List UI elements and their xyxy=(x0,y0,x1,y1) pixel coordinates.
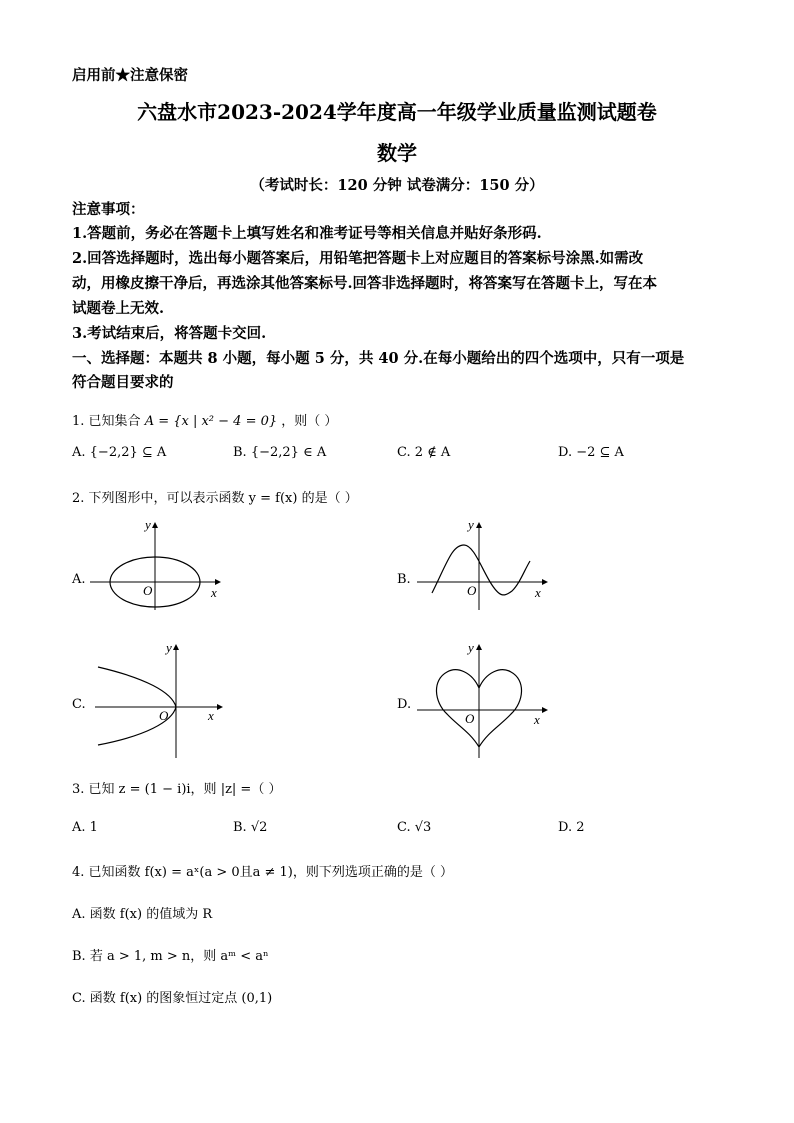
q1-stem xyxy=(72,410,337,429)
q4-stem: 4. 已知函数 f(x) = aˣ(a > 0且a ≠ 1)，则下列选项正确的是（ ） xyxy=(72,865,454,880)
notice-item-3: 3.考试结束后，将答题卡交回. xyxy=(72,325,267,342)
y-axis-label: y xyxy=(468,640,474,655)
origin-label: O xyxy=(467,583,477,598)
q1-option-d: D. −2 ⊆ A xyxy=(558,445,624,460)
q3-option-d: D. 2 xyxy=(558,820,585,835)
notice-item-2-line2: 动，用橡皮擦干净后，再选涂其他答案标号.回答非选择题时，将答案写在答题卡上，写在本 xyxy=(72,275,658,292)
subject-title: 数学 xyxy=(377,141,417,165)
q2-option-c-label: C. xyxy=(72,697,86,712)
q1-suffix: ，则（ ） xyxy=(281,414,338,429)
q1-option-b: B. {−2,2} ∈ A xyxy=(233,445,327,460)
q2-graph-a xyxy=(85,515,235,615)
section1-line2: 符合题目要求的 xyxy=(72,374,174,391)
origin-label: O xyxy=(159,708,169,723)
q4-option-c: C. 函数 f(x) 的图象恒过定点 (0,1) xyxy=(72,991,273,1006)
q3-option-a: A. 1 xyxy=(72,820,98,835)
wave-curve xyxy=(432,545,530,595)
q2-option-a-label: A. xyxy=(72,572,86,587)
y-axis-label: y xyxy=(166,640,172,655)
notice-item-2-line3: 试题卷上无效. xyxy=(72,300,165,317)
origin-label: O xyxy=(143,583,153,598)
exam-title: 六盘水市2023-2024学年度高一年级学业质量监测试题卷 xyxy=(137,100,657,124)
origin-label: O xyxy=(465,711,475,726)
notice-heading: 注意事项： xyxy=(72,201,145,218)
q2-option-d-label: D. xyxy=(397,697,412,712)
x-axis-label: x xyxy=(211,585,217,600)
x-axis-label: x xyxy=(534,712,540,727)
q1-set: A = {x | x² − 4 = 0} xyxy=(144,414,278,429)
q2-stem: 2. 下列图形中，可以表示函数 y = f(x) 的是（ ） xyxy=(72,491,358,506)
q1-option-a: A. {−2,2} ⊆ A xyxy=(72,445,167,460)
y-axis-label: y xyxy=(145,517,151,532)
y-axis-label: y xyxy=(468,517,474,532)
q4-option-a: A. 函数 f(x) 的值域为 R xyxy=(72,907,213,922)
q2-graph-d xyxy=(412,640,562,765)
notice-item-2-line1: 2.回答选择题时，选出每小题答案后，用铅笔把答题卡上对应题目的答案标号涂黑.如需改 xyxy=(72,250,644,267)
secret-note: 启用前★注意保密 xyxy=(72,67,188,84)
x-axis-label: x xyxy=(208,708,214,723)
section1-line1: 一、选择题：本题共 8 小题，每小题 5 分，共 40 分.在每小题给出的四个选项中，只有一项是 xyxy=(72,350,685,367)
q2-graph-c xyxy=(90,640,240,765)
x-axis-label: x xyxy=(535,585,541,600)
exam-info: （考试时长：120 分钟 试卷满分：150 分） xyxy=(250,177,544,194)
q2-option-b-label: B. xyxy=(397,572,411,587)
q4-option-b: B. 若 a > 1, m > n，则 aᵐ < aⁿ xyxy=(72,949,269,964)
q1-prefix: 1. 已知集合 xyxy=(72,414,141,429)
q3-stem: 3. 已知 z = (1 − i)i，则 |z| =（ ） xyxy=(72,782,282,797)
parabola-curve xyxy=(98,667,176,745)
q3-option-b: B. √2 xyxy=(233,820,268,835)
q2-graph-b xyxy=(412,515,562,615)
q3-option-c: C. √3 xyxy=(397,820,432,835)
q1-option-c: C. 2 ∉ A xyxy=(397,445,451,460)
notice-item-1: 1.答题前，务必在答题卡上填写姓名和准考证号等相关信息并贴好条形码. xyxy=(72,225,542,242)
